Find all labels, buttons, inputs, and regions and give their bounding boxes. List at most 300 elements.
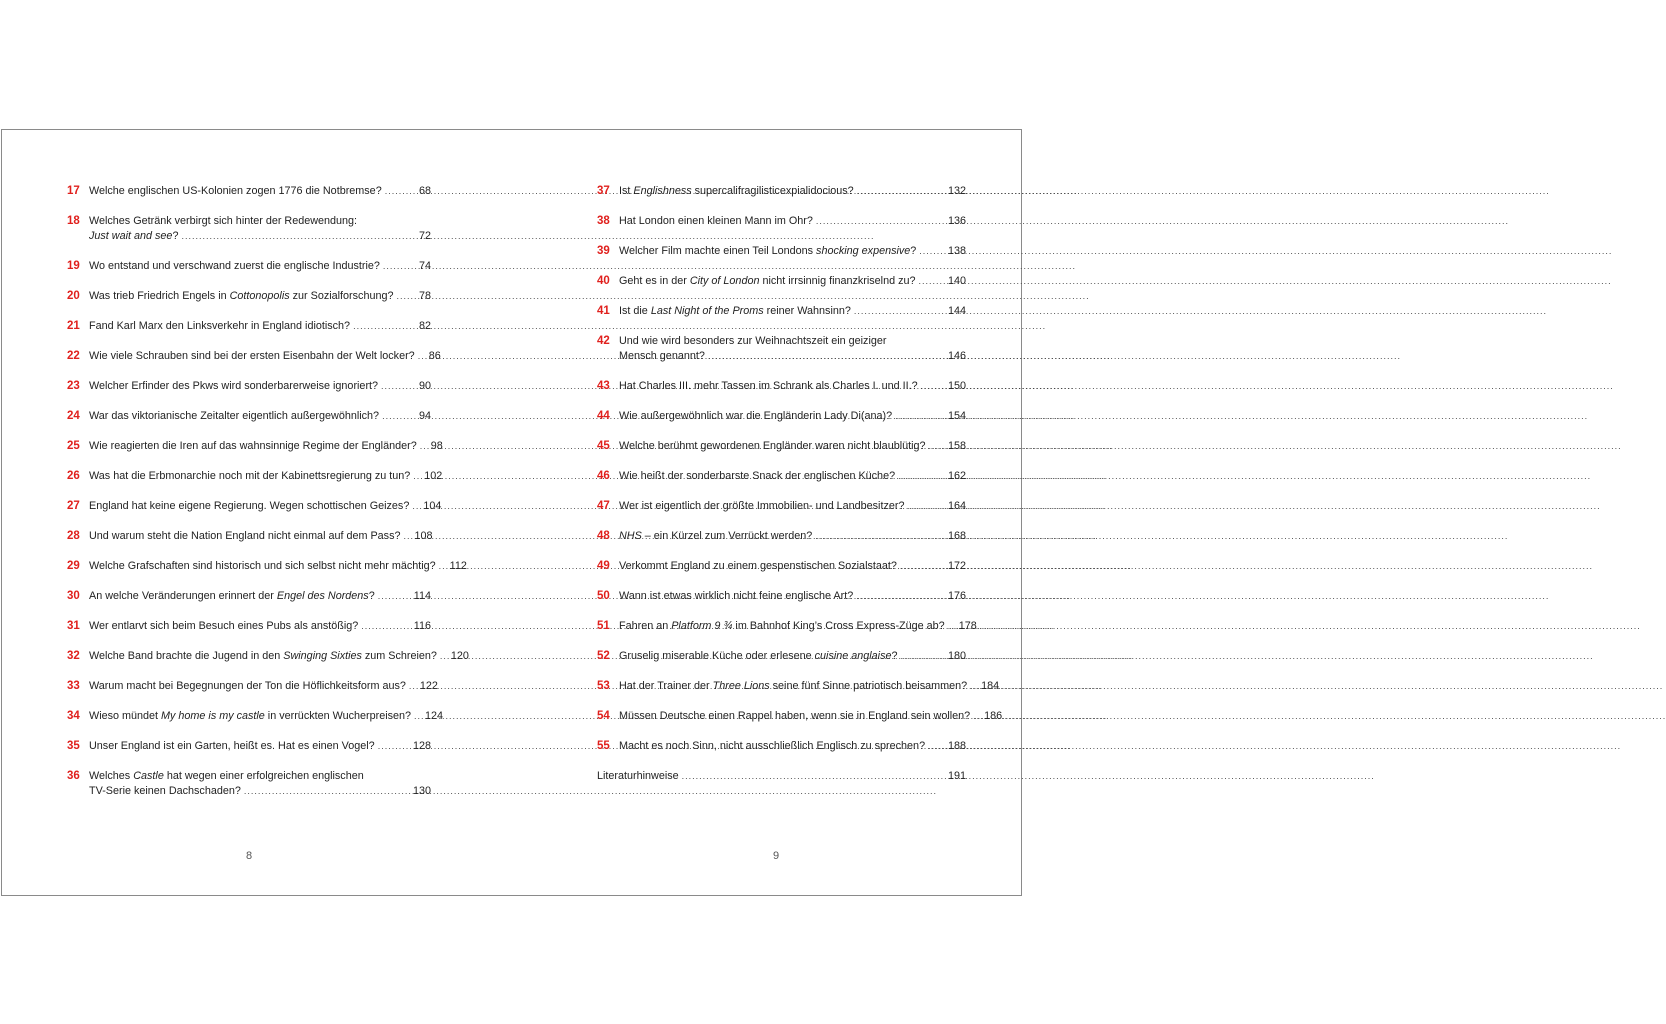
leader-dots	[413, 469, 421, 484]
chapter-title-segment: ?	[910, 245, 917, 257]
page-reference: 122	[419, 680, 438, 692]
toc-entry[interactable]	[67, 289, 431, 304]
toc-entry-line	[67, 739, 431, 754]
toc-entry[interactable]	[67, 499, 442, 514]
chapter-title-segment: Geht es in der	[619, 275, 690, 287]
chapter-title-segment: Wer ist eigentlich der größte Immobilien- und Landbesitzer?	[619, 500, 905, 512]
chapter-number: 43	[597, 380, 610, 392]
page-reference: 168	[947, 530, 966, 542]
leader-dots	[856, 589, 945, 604]
toc-entry-line	[597, 739, 966, 754]
page-number-right: 9	[773, 850, 780, 862]
chapter-title-segment: seine fünf Sinne patriotisch beisammen?	[769, 680, 968, 692]
leader-dots	[928, 739, 945, 754]
chapter-title-segment: Und warum steht die Nation England nicht einmal auf dem Pass?	[89, 530, 401, 542]
chapter-title	[619, 649, 898, 664]
chapter-number: 47	[597, 500, 610, 512]
leader-dots	[361, 619, 411, 634]
chapter-title-segment: in verrückten Wucherpreisen?	[264, 710, 412, 722]
leader-dots	[900, 559, 945, 574]
toc-entry[interactable]	[67, 469, 443, 484]
chapter-number: 24	[67, 410, 80, 422]
leader-dots	[682, 769, 945, 784]
page-reference: 164	[947, 500, 966, 512]
chapter-title-segment: Gruselig miserable Küche oder erlesene	[619, 650, 815, 662]
chapter-title-segment: England hat keine eigene Regierung. Wegen schottischen Geizes?	[89, 500, 410, 512]
chapter-title-segment: – ein Kürzel zum Verrückt werden?	[641, 530, 813, 542]
chapter-title-italic: Platform 9 ¾	[671, 620, 733, 632]
toc-list-left	[67, 184, 469, 814]
toc-entry[interactable]	[67, 529, 431, 544]
chapter-number: 21	[67, 320, 80, 332]
page-reference: 176	[947, 590, 966, 602]
toc-entry-line	[67, 349, 441, 364]
chapter-title-segment: Ist	[619, 185, 634, 197]
toc-entry[interactable]	[597, 709, 1003, 724]
chapter-title-italic: NHS	[619, 530, 642, 542]
toc-entry[interactable]	[597, 769, 966, 784]
page-reference: 184	[981, 680, 1000, 692]
toc-entry[interactable]	[67, 739, 431, 754]
page-reference: 68	[418, 185, 431, 197]
chapter-title	[619, 409, 892, 424]
chapter-title	[619, 379, 918, 394]
chapter-title	[89, 769, 364, 784]
chapter-title-segment: Welcher Erfinder des Pkws wird sonderbarerweise ignoriert?	[89, 380, 379, 392]
chapter-title	[619, 184, 854, 199]
chapter-title-segment: Welche Grafschaften sind historisch und sich selbst nicht mehr mächtig?	[89, 560, 436, 572]
page-reference: 146	[947, 350, 966, 362]
page-reference: 104	[423, 500, 442, 512]
chapter-title	[89, 259, 380, 274]
toc-entry[interactable]	[67, 439, 443, 454]
toc-entry-line	[597, 559, 966, 574]
leader-dots	[919, 244, 945, 259]
toc-entry[interactable]	[597, 439, 966, 454]
toc-entry-line	[597, 274, 966, 289]
chapter-title-segment: Wie reagierten die Iren auf das wahnsinnige Regime der Engländer?	[89, 440, 417, 452]
leader-dots	[439, 559, 447, 574]
toc-entry[interactable]	[597, 334, 966, 364]
toc-entry-line	[67, 409, 431, 424]
page-reference: 138	[947, 245, 966, 257]
chapter-title	[619, 439, 926, 454]
chapter-title-segment: Was hat die Erbmonarchie noch mit der Kabinettsregierung zu tun?	[89, 470, 411, 482]
chapter-number: 37	[597, 185, 610, 197]
leader-dots	[948, 619, 956, 634]
toc-entry[interactable]	[67, 709, 444, 724]
page-reference: 124	[425, 710, 444, 722]
leader-dots	[244, 784, 410, 799]
leader-dots	[973, 709, 981, 724]
chapter-number: 18	[67, 215, 80, 227]
toc-entry[interactable]	[597, 559, 966, 574]
chapter-title-segment: zur Sozialforschung?	[289, 290, 394, 302]
toc-entry-line	[597, 619, 977, 634]
leader-dots	[412, 499, 420, 514]
page-reference: 136	[947, 215, 966, 227]
chapter-title-segment: Verkommt England zu einem gespenstischen Sozialstaat?	[619, 560, 897, 572]
chapter-title-segment: Literaturhinweise	[597, 770, 679, 782]
chapter-number: 54	[597, 710, 610, 722]
chapter-title-segment: Hat London einen kleinen Mann im Ohr?	[619, 215, 813, 227]
page-reference: 114	[413, 590, 431, 602]
leader-dots	[414, 709, 422, 724]
toc-entry-line	[67, 439, 443, 454]
chapter-number: 17	[67, 185, 80, 197]
chapter-title-italic: Just wait and see	[89, 230, 173, 242]
chapter-number: 36	[67, 770, 80, 782]
chapter-title-italic: My home is my castle	[161, 710, 265, 722]
toc-entry-line	[597, 529, 966, 544]
toc-entry-line	[597, 349, 966, 364]
leader-dots	[383, 259, 416, 274]
chapter-number: 32	[67, 650, 80, 662]
chapter-number: 45	[597, 440, 610, 452]
chapter-title-segment: ?	[368, 590, 375, 602]
chapter-number: 25	[67, 440, 80, 452]
toc-entry[interactable]	[67, 259, 431, 274]
chapter-title-segment: Wann ist etwas wirklich nicht feine englische Art?	[619, 590, 854, 602]
chapter-title	[89, 589, 375, 604]
toc-entry[interactable]	[67, 349, 441, 364]
chapter-title-segment: nicht irrsinnig finanzkriselnd zu?	[759, 275, 916, 287]
page-reference: 186	[984, 710, 1003, 722]
chapter-title	[89, 739, 375, 754]
chapter-title	[619, 349, 705, 364]
toc-entry-line	[67, 559, 467, 574]
page-number-left: 8	[246, 850, 253, 862]
toc-entry-line	[597, 439, 966, 454]
page-reference: 128	[412, 740, 431, 752]
chapter-title	[619, 559, 897, 574]
toc-entry[interactable]	[597, 274, 966, 289]
chapter-title-segment: Hat Charles III. mehr Tassen im Schrank als Charles I. und II.?	[619, 380, 918, 392]
toc-entry[interactable]	[597, 409, 966, 424]
page-reference: 162	[947, 470, 966, 482]
chapter-number: 40	[597, 275, 610, 287]
toc-entry-line	[597, 679, 1000, 694]
toc-list-right	[597, 184, 1003, 799]
toc-entry[interactable]	[597, 649, 966, 664]
leader-dots	[919, 274, 945, 289]
toc-entry-line	[597, 499, 966, 514]
chapter-title	[89, 649, 437, 664]
toc-entry[interactable]	[67, 649, 469, 664]
toc-entry[interactable]	[597, 739, 966, 754]
page-reference: 132	[947, 185, 966, 197]
chapter-title-segment: Wo entstand und verschwand zuerst die englische Industrie?	[89, 260, 380, 272]
chapter-title	[619, 709, 970, 724]
chapter-number: 48	[597, 530, 610, 542]
toc-entry[interactable]	[597, 304, 966, 319]
chapter-title-segment: Fand Karl Marx den Linksverkehr in England idiotisch?	[89, 320, 351, 332]
page-reference: 102	[424, 470, 443, 482]
toc-entry-line	[67, 619, 431, 634]
toc-entry[interactable]	[597, 469, 966, 484]
toc-entry[interactable]	[67, 769, 431, 799]
chapter-title	[89, 439, 417, 454]
chapter-title	[89, 784, 241, 799]
chapter-title	[619, 739, 925, 754]
page-reference: 154	[947, 410, 966, 422]
chapter-title	[619, 619, 945, 634]
page-reference: 172	[947, 560, 966, 572]
leader-dots	[901, 649, 945, 664]
toc-entry-line	[67, 529, 431, 544]
chapter-title-segment: hat wegen einer erfolgreichen englischen	[163, 770, 364, 782]
leader-dots	[420, 439, 428, 454]
chapter-title	[619, 529, 812, 544]
toc-entry-line	[67, 259, 431, 274]
chapter-title-italic: Swinging Sixties	[283, 650, 362, 662]
chapter-title-segment: zum Schreien?	[361, 650, 437, 662]
toc-entry-line	[67, 469, 443, 484]
chapter-number: 44	[597, 410, 610, 422]
chapter-title	[89, 229, 178, 244]
toc-entry[interactable]	[597, 679, 1000, 694]
toc-entry[interactable]	[67, 679, 438, 694]
leader-dots	[396, 289, 416, 304]
toc-entry[interactable]	[597, 214, 966, 229]
chapter-title-segment: Fahren an	[619, 620, 672, 632]
book-spread	[1, 129, 1022, 896]
chapter-title	[619, 469, 895, 484]
chapter-title	[89, 499, 409, 514]
toc-entry[interactable]	[67, 409, 431, 424]
chapter-title-segment: Welche berühmt gewordenen Engländer waren nicht blaublütig?	[619, 440, 926, 452]
toc-entry-line	[597, 409, 966, 424]
page-reference: 120	[450, 650, 469, 662]
toc-entry[interactable]	[597, 184, 966, 199]
toc-entry[interactable]	[67, 214, 431, 244]
chapter-number: 51	[597, 620, 610, 632]
chapter-title-segment: Was trieb Friedrich Engels in	[89, 290, 230, 302]
leader-dots	[378, 589, 411, 604]
leader-dots	[921, 379, 945, 394]
toc-entry-line	[67, 499, 442, 514]
chapter-number: 28	[67, 530, 80, 542]
page-reference: 74	[418, 260, 431, 272]
chapter-title-segment: Welcher Film machte einen Teil Londons	[619, 245, 817, 257]
chapter-title-segment: Wie außergewöhnlich war die Engländerin Lady Di(ana)?	[619, 410, 893, 422]
leader-dots	[353, 319, 416, 334]
chapter-title-italic: shocking expensive	[816, 245, 911, 257]
chapter-title-italic: City of London	[689, 275, 760, 287]
leader-dots	[815, 529, 945, 544]
chapter-title-italic: Engel des Nordens	[276, 590, 369, 602]
chapter-title	[89, 409, 379, 424]
chapter-title-italic: cuisine anglaise	[814, 650, 892, 662]
toc-entry[interactable]	[67, 319, 431, 334]
page-reference: 90	[418, 380, 431, 392]
chapter-title-segment: Unser England ist ein Garten, heißt es. Hat es einen Vogel?	[89, 740, 375, 752]
chapter-title	[619, 499, 904, 514]
page-reference: 140	[947, 275, 966, 287]
chapter-number: 55	[597, 740, 610, 752]
chapter-number: 29	[67, 560, 80, 572]
chapter-title-segment: Warum macht bei Begegnungen der Ton die Höflichkeitsform aus?	[89, 680, 406, 692]
leader-dots	[970, 679, 978, 694]
toc-entry-line	[67, 319, 431, 334]
toc-entry[interactable]	[597, 244, 966, 259]
chapter-title	[619, 679, 967, 694]
toc-entry-line	[597, 379, 966, 394]
toc-entry[interactable]	[67, 589, 431, 604]
leader-dots	[854, 304, 945, 319]
chapter-title	[89, 379, 378, 394]
leader-dots	[898, 469, 945, 484]
page-reference: 108	[414, 530, 433, 542]
chapter-title-segment: reiner Wahnsinn?	[763, 305, 851, 317]
chapter-title-segment: Wie heißt der sonderbarste Snack der englischen Küche?	[619, 470, 896, 482]
page-reference: 178	[958, 620, 977, 632]
leader-dots	[440, 649, 448, 664]
chapter-title-segment: Welches Getränk verbirgt sich hinter der Redewendung:	[89, 215, 358, 227]
chapter-title	[89, 709, 411, 724]
toc-entry[interactable]	[67, 559, 467, 574]
leader-dots	[381, 379, 416, 394]
chapter-title-segment: Mensch genannt?	[619, 350, 705, 362]
chapter-title-segment: War das viktorianische Zeitalter eigentlich außergewöhnlich?	[89, 410, 380, 422]
chapter-number: 50	[597, 590, 610, 602]
leader-dots	[907, 499, 945, 514]
chapter-title	[89, 349, 415, 364]
chapter-number: 38	[597, 215, 610, 227]
toc-entry-line	[67, 214, 431, 229]
page-reference: 82	[418, 320, 431, 332]
leader-dots	[181, 229, 416, 244]
page-reference: 98	[430, 440, 443, 452]
chapter-title	[89, 289, 393, 304]
chapter-title	[619, 214, 813, 229]
chapter-title	[89, 529, 400, 544]
toc-entry-line	[67, 769, 431, 784]
page-reference: 116	[413, 620, 431, 632]
leader-dots	[378, 739, 410, 754]
chapter-title-italic: Three Lions	[712, 680, 770, 692]
toc-entry-line	[597, 469, 966, 484]
chapter-title-segment: Welche Band brachte die Jugend in den	[89, 650, 284, 662]
chapter-title-segment: Macht es noch Sinn, nicht ausschließlich Englisch zu sprechen?	[619, 740, 926, 752]
leader-dots	[409, 679, 417, 694]
chapter-number: 30	[67, 590, 80, 602]
toc-entry-line	[597, 769, 966, 784]
chapter-title-italic: Castle	[133, 770, 164, 782]
chapter-title	[89, 559, 436, 574]
leader-dots	[929, 439, 945, 454]
chapter-title	[619, 304, 851, 319]
chapter-number: 31	[67, 620, 80, 632]
toc-entry[interactable]	[67, 379, 431, 394]
chapter-title-segment: Müssen Deutsche einen Rappel haben, wenn sie in England sein wollen?	[619, 710, 971, 722]
chapter-title-segment: Wieso mündet	[89, 710, 162, 722]
page-reference: 72	[418, 230, 431, 242]
toc-entry-line	[67, 379, 431, 394]
toc-entry[interactable]	[67, 619, 431, 634]
chapter-number: 33	[67, 680, 80, 692]
chapter-title-italic: Cottonopolis	[229, 290, 290, 302]
leader-dots	[708, 349, 945, 364]
chapter-title-segment: Und wie wird besonders zur Weihnachtszeit ein geiziger	[619, 335, 887, 347]
toc-entry-line	[597, 304, 966, 319]
left-page	[2, 130, 512, 895]
toc-entry[interactable]	[597, 499, 966, 514]
toc-entry[interactable]	[67, 184, 431, 199]
toc-entry-line	[597, 649, 966, 664]
toc-entry[interactable]	[597, 529, 966, 544]
page-reference: 158	[947, 440, 966, 452]
chapter-number: 52	[597, 650, 610, 662]
page-reference: 94	[418, 410, 431, 422]
chapter-title-segment: Wie viele Schrauben sind bei der ersten Eisenbahn der Welt locker?	[89, 350, 415, 362]
chapter-title	[89, 679, 406, 694]
chapter-title	[619, 334, 886, 349]
chapter-title-segment: ?	[172, 230, 179, 242]
chapter-title-italic: Last Night of the Proms	[650, 305, 764, 317]
chapter-title	[619, 589, 853, 604]
chapter-title-segment: Ist die	[619, 305, 651, 317]
chapter-number: 26	[67, 470, 80, 482]
chapter-number: 41	[597, 305, 610, 317]
page-reference: 112	[449, 560, 467, 572]
page-reference: 130	[412, 785, 431, 797]
toc-entry-line	[597, 589, 966, 604]
chapter-title-segment: Wer entlarvt sich beim Besuch eines Pubs als anstößig?	[89, 620, 359, 632]
chapter-title	[597, 769, 679, 784]
leader-dots	[382, 409, 416, 424]
toc-entry-line	[597, 334, 966, 349]
chapter-number: 53	[597, 680, 610, 692]
chapter-number: 42	[597, 335, 610, 347]
chapter-number: 27	[67, 500, 80, 512]
chapter-title	[89, 319, 350, 334]
toc-entry-line	[67, 589, 431, 604]
chapter-title	[89, 619, 358, 634]
toc-entry[interactable]	[597, 589, 966, 604]
toc-entry-line	[67, 709, 444, 724]
chapter-title-segment: ?	[891, 650, 898, 662]
toc-entry-line	[67, 289, 431, 304]
page-reference: 180	[947, 650, 966, 662]
page-reference: 78	[418, 290, 431, 302]
toc-entry-line	[597, 214, 966, 229]
chapter-title-segment: TV-Serie keinen Dachschaden?	[89, 785, 241, 797]
toc-entry-line	[597, 709, 1003, 724]
page-reference: 86	[428, 350, 441, 362]
chapter-number: 49	[597, 560, 610, 572]
leader-dots	[385, 184, 416, 199]
leader-dots	[816, 214, 945, 229]
toc-entry[interactable]	[597, 379, 966, 394]
chapter-number: 39	[597, 245, 610, 257]
chapter-title-italic: Englishness	[633, 185, 692, 197]
chapter-number: 34	[67, 710, 80, 722]
chapter-number: 20	[67, 290, 80, 302]
chapter-title	[89, 469, 410, 484]
right-page	[512, 130, 1023, 895]
leader-dots	[857, 184, 945, 199]
chapter-title-segment: Welches	[89, 770, 134, 782]
toc-entry-line	[67, 184, 431, 199]
leader-dots	[418, 349, 426, 364]
toc-entry-line	[597, 184, 966, 199]
chapter-title	[619, 244, 916, 259]
toc-entry[interactable]	[597, 619, 977, 634]
chapter-number: 46	[597, 470, 610, 482]
chapter-title-segment: Hat der Trainer der	[619, 680, 713, 692]
page-reference: 150	[947, 380, 966, 392]
